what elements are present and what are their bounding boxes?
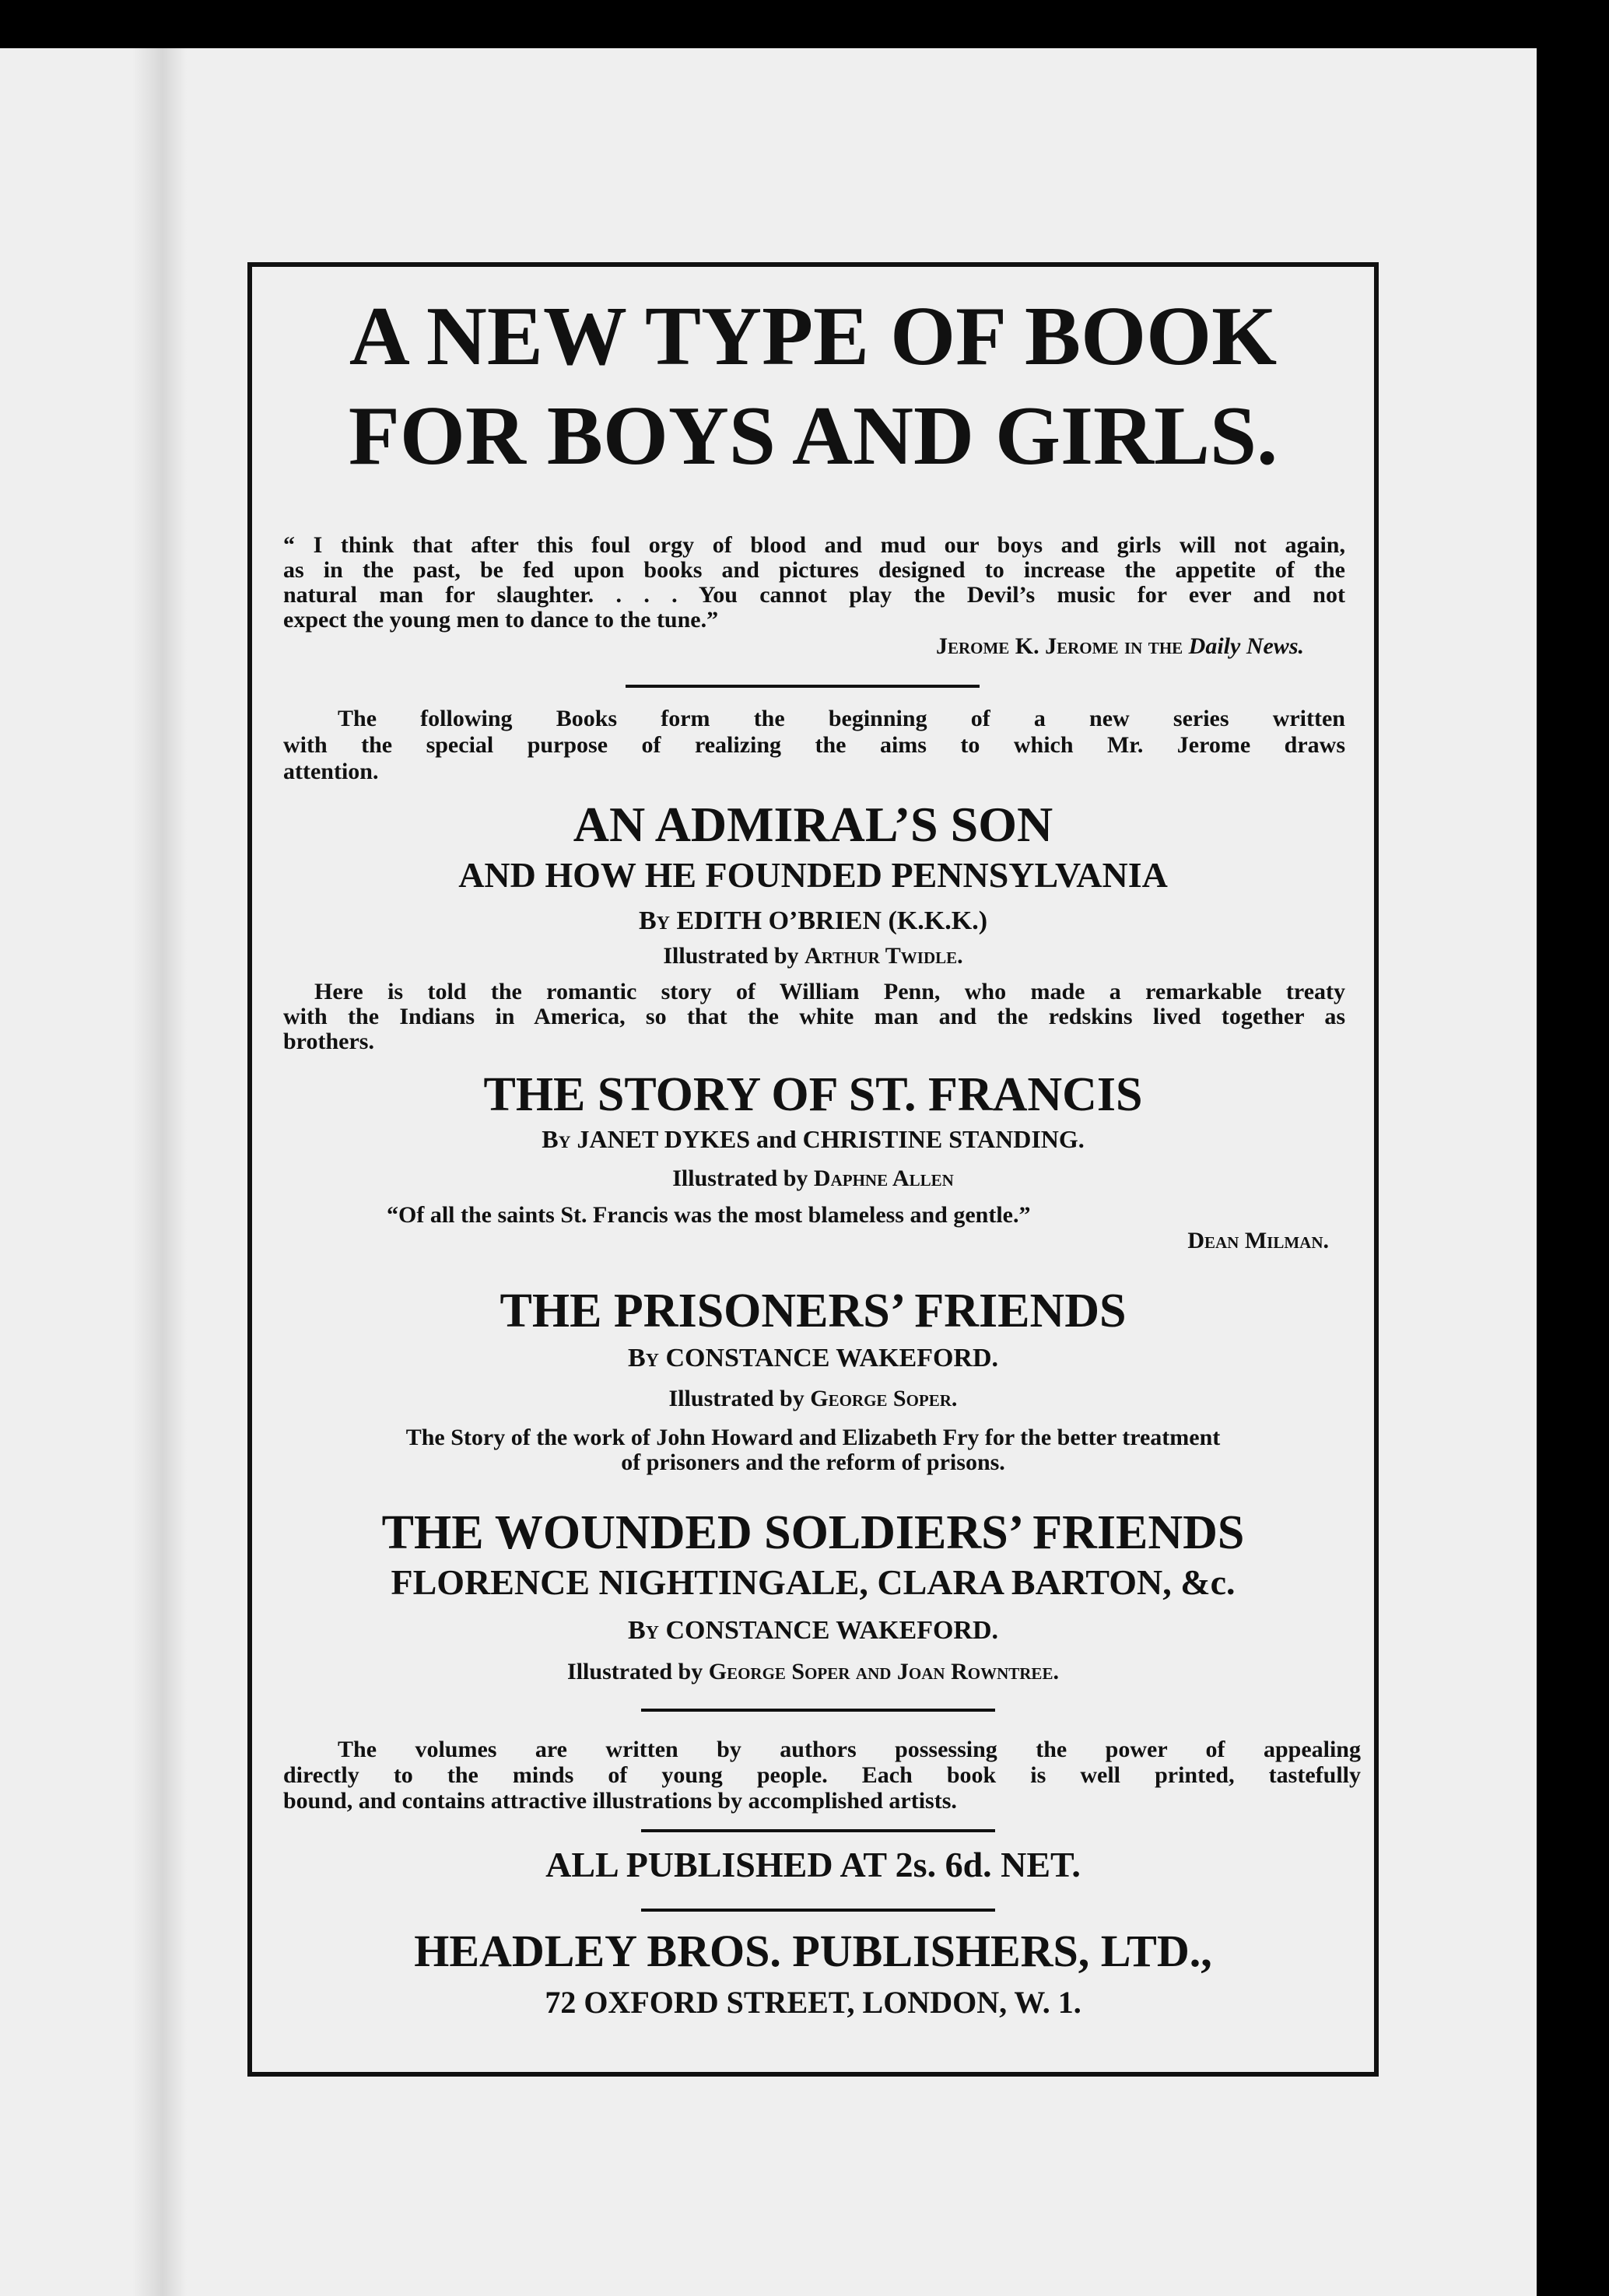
headline-line-1: A NEW TYPE OF BOOK bbox=[349, 290, 1278, 383]
quote-source: Daily News. bbox=[1188, 633, 1304, 659]
closing-line: directly to the minds of young people. Each book is well printed, tastefully bbox=[283, 1762, 1361, 1788]
book-author bbox=[252, 1617, 1374, 1645]
price-line: ALL PUBLISHED AT 2s. 6d. NET. bbox=[545, 1845, 1081, 1884]
book-quote: “Of all the saints St. Francis was the most blameless and gentle.” bbox=[387, 1202, 1031, 1228]
intro-line: attention. bbox=[283, 759, 379, 784]
illustrator-name: Arthur Twidle. bbox=[804, 943, 963, 969]
illustrator-name: Daphne Allen bbox=[813, 1166, 954, 1191]
divider-rule bbox=[641, 1829, 995, 1832]
book-title: THE PRISONERS’ FRIENDS bbox=[500, 1285, 1127, 1337]
divider-rule bbox=[626, 685, 980, 688]
illustrated-by-label: Illustrated by bbox=[663, 943, 799, 969]
book-illustrator bbox=[252, 1166, 1374, 1191]
intro-line: The following Books form the beginning of a new series written bbox=[338, 706, 1345, 731]
author-name: JANET DYKES and CHRISTINE STANDING. bbox=[577, 1125, 1085, 1153]
headline-line-2: FOR BOYS AND GIRLS. bbox=[348, 390, 1278, 482]
quote-line: “ I think that after this foul orgy of blood and mud our boys and girls will not again, bbox=[283, 532, 1345, 558]
page-gutter-shadow bbox=[132, 48, 187, 2296]
book-author bbox=[252, 1344, 1374, 1372]
book-quote-attribution: Dean Milman. bbox=[1187, 1228, 1329, 1253]
book-subtitle: AND HOW HE FOUNDED PENNSYLVANIA bbox=[458, 855, 1168, 895]
advertisement-frame bbox=[247, 262, 1379, 2077]
closing-line: The volumes are written by authors possessing the power of appealing bbox=[338, 1737, 1361, 1762]
author-name: CONSTANCE WAKEFORD. bbox=[665, 1344, 999, 1372]
book-illustrator bbox=[252, 944, 1374, 969]
illustrated-by-label: Illustrated by bbox=[567, 1659, 703, 1684]
quote-line: as in the past, be fed upon books and pictures designed to increase the appetite of the bbox=[283, 557, 1345, 583]
divider-rule bbox=[641, 1709, 995, 1712]
publisher-address: 72 OXFORD STREET, LONDON, W. 1. bbox=[545, 1985, 1081, 2020]
illustrated-by-label: Illustrated by bbox=[668, 1386, 804, 1411]
quote-line: expect the young men to dance to the tune.” bbox=[283, 607, 719, 633]
author-name: CONSTANCE WAKEFORD. bbox=[665, 1616, 999, 1645]
description-line: with the Indians in America, so that the white man and the redskins lived together as bbox=[283, 1004, 1345, 1029]
book-author bbox=[252, 1126, 1374, 1152]
scanned-page bbox=[0, 48, 1537, 2296]
book-author bbox=[252, 907, 1374, 935]
book-title: AN ADMIRAL’S SON bbox=[573, 797, 1053, 852]
closing-line: bound, and contains attractive illustrations by accomplished artists. bbox=[283, 1788, 957, 1814]
publisher-name: HEADLEY BROS. PUBLISHERS, LTD., bbox=[414, 1926, 1212, 1976]
divider-rule bbox=[641, 1909, 995, 1912]
quote-line: natural man for slaughter. . . . You cannot play the Devil’s music for ever and not bbox=[283, 582, 1345, 608]
by-label: By bbox=[627, 1616, 659, 1645]
description-line: The Story of the work of John Howard and Elizabeth Fry for the better treatment bbox=[405, 1425, 1221, 1450]
by-label: By bbox=[627, 1344, 659, 1372]
book-illustrator bbox=[252, 1660, 1374, 1684]
book-title: THE STORY OF ST. FRANCIS bbox=[483, 1068, 1143, 1121]
book-title: THE WOUNDED SOLDIERS’ FRIENDS bbox=[381, 1506, 1245, 1559]
by-label: By bbox=[638, 906, 670, 935]
illustrator-name: George Soper and Joan Rowntree. bbox=[708, 1659, 1059, 1684]
description-line: of prisoners and the reform of prisons. bbox=[621, 1449, 1005, 1475]
illustrated-by-label: Illustrated by bbox=[672, 1166, 808, 1191]
book-illustrator bbox=[252, 1386, 1374, 1411]
description-line: Here is told the romantic story of William Penn, who made a remarkable treaty bbox=[314, 979, 1345, 1004]
intro-line: with the special purpose of realizing the aims to which Mr. Jerome draws bbox=[283, 732, 1345, 758]
by-label: By bbox=[542, 1125, 571, 1153]
book-subtitle: FLORENCE NIGHTINGALE, CLARA BARTON, &c. bbox=[391, 1562, 1236, 1602]
illustrator-name: George Soper. bbox=[810, 1386, 958, 1411]
quote-attribution bbox=[936, 634, 1304, 659]
author-name: EDITH O’BRIEN (K.K.K.) bbox=[676, 906, 988, 935]
quote-author: Jerome K. Jerome in the bbox=[935, 633, 1183, 659]
description-line: brothers. bbox=[283, 1029, 374, 1054]
